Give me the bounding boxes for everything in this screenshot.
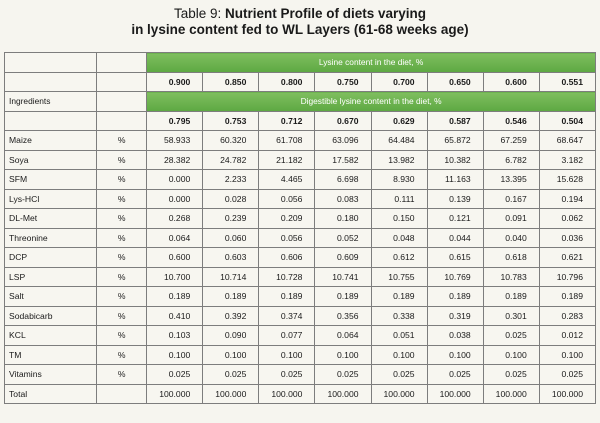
ingredient-name: Vitamins <box>5 365 97 385</box>
ingredient-value: 0.103 <box>147 326 203 346</box>
ingredient-value: 0.090 <box>203 326 259 346</box>
ingredient-value: 100.000 <box>203 384 259 404</box>
ingredient-value: 0.621 <box>539 248 595 268</box>
ingredient-value: 10.728 <box>259 267 315 287</box>
table-row <box>5 209 596 229</box>
ingredient-value: 0.301 <box>483 306 539 326</box>
lysine-content-value-0: 0.900 <box>147 72 203 92</box>
ingredient-value: 100.000 <box>259 384 315 404</box>
lysine-content-value-2: 0.800 <box>259 72 315 92</box>
ingredient-value: 0.189 <box>203 287 259 307</box>
ingredient-value: 100.000 <box>147 384 203 404</box>
ingredient-value: 0.051 <box>371 326 427 346</box>
ingredient-value: 0.189 <box>315 287 371 307</box>
ingredient-value: 10.714 <box>203 267 259 287</box>
ingredient-value: 0.283 <box>539 306 595 326</box>
ingredient-value: 0.121 <box>427 209 483 229</box>
ingredient-name: Maize <box>5 131 97 151</box>
ingredient-value: 0.025 <box>483 365 539 385</box>
digestible-lysine-value-7: 0.504 <box>539 111 595 131</box>
ingredient-value: 0.056 <box>259 228 315 248</box>
ingredient-value: 3.182 <box>539 150 595 170</box>
empty-cell <box>5 72 97 92</box>
ingredient-value: 0.111 <box>371 189 427 209</box>
ingredient-name: SFM <box>5 170 97 190</box>
lysine-content-value-3: 0.750 <box>315 72 371 92</box>
ingredient-value: 0.410 <box>147 306 203 326</box>
ingredient-unit: % <box>97 170 147 190</box>
ingredient-value: 0.077 <box>259 326 315 346</box>
table-row <box>5 150 596 170</box>
ingredient-value: 0.600 <box>147 248 203 268</box>
ingredient-unit <box>97 384 147 404</box>
ingredient-value: 21.182 <box>259 150 315 170</box>
ingredient-name: TM <box>5 345 97 365</box>
lysine-content-value-6: 0.600 <box>483 72 539 92</box>
lysine-content-header-row <box>5 53 596 73</box>
ingredient-value: 100.000 <box>315 384 371 404</box>
ingredient-name: Soya <box>5 150 97 170</box>
table-row <box>5 345 596 365</box>
empty-cell <box>5 111 97 131</box>
digestible-lysine-header-row <box>5 92 596 112</box>
ingredient-value: 0.189 <box>259 287 315 307</box>
table-row <box>5 228 596 248</box>
ingredient-value: 0.180 <box>315 209 371 229</box>
ingredient-value: 13.395 <box>483 170 539 190</box>
ingredient-value: 10.755 <box>371 267 427 287</box>
ingredient-value: 67.259 <box>483 131 539 151</box>
table-row <box>5 131 596 151</box>
ingredient-value: 0.025 <box>203 365 259 385</box>
ingredient-value: 0.239 <box>203 209 259 229</box>
table-title-line1 <box>0 6 600 22</box>
ingredient-value: 0.000 <box>147 189 203 209</box>
ingredient-value: 100.000 <box>371 384 427 404</box>
ingredient-value: 10.700 <box>147 267 203 287</box>
ingredient-value: 0.100 <box>259 345 315 365</box>
ingredient-name: DL-Met <box>5 209 97 229</box>
table-title-line2: in lysine content fed to WL Layers (61-68 weeks age) <box>131 22 469 37</box>
lysine-content-header: Lysine content in the diet, % <box>147 53 596 73</box>
ingredient-value: 0.606 <box>259 248 315 268</box>
ingredient-value: 64.484 <box>371 131 427 151</box>
ingredient-value: 0.028 <box>203 189 259 209</box>
ingredient-value: 10.382 <box>427 150 483 170</box>
ingredient-unit: % <box>97 248 147 268</box>
ingredient-value: 65.872 <box>427 131 483 151</box>
ingredient-value: 0.025 <box>483 326 539 346</box>
ingredient-value: 0.100 <box>315 345 371 365</box>
ingredient-value: 11.163 <box>427 170 483 190</box>
ingredient-value: 0.100 <box>371 345 427 365</box>
ingredients-header: Ingredients <box>5 92 97 112</box>
digestible-lysine-value-5: 0.587 <box>427 111 483 131</box>
ingredient-unit: % <box>97 345 147 365</box>
ingredient-value: 0.618 <box>483 248 539 268</box>
ingredient-value: 6.782 <box>483 150 539 170</box>
ingredient-value: 0.012 <box>539 326 595 346</box>
ingredient-value: 0.612 <box>371 248 427 268</box>
digestible-lysine-value-4: 0.629 <box>371 111 427 131</box>
ingredient-value: 0.356 <box>315 306 371 326</box>
table-number: Table 9: <box>173 6 222 21</box>
table-row <box>5 267 596 287</box>
ingredient-unit: % <box>97 306 147 326</box>
ingredient-value: 0.150 <box>371 209 427 229</box>
table-title-text: Nutrient Profile of diets varying <box>225 6 427 21</box>
table-row <box>5 326 596 346</box>
ingredient-value: 0.044 <box>427 228 483 248</box>
empty-cell <box>5 53 97 73</box>
table-row <box>5 189 596 209</box>
ingredient-name: Sodabicarb <box>5 306 97 326</box>
ingredient-value: 0.025 <box>147 365 203 385</box>
lysine-content-value-7: 0.551 <box>539 72 595 92</box>
empty-cell <box>97 111 147 131</box>
digestible-lysine-header: Digestible lysine content in the diet, % <box>147 92 596 112</box>
ingredient-unit: % <box>97 189 147 209</box>
lysine-content-value-1: 0.850 <box>203 72 259 92</box>
ingredient-value: 0.040 <box>483 228 539 248</box>
ingredient-value: 15.628 <box>539 170 595 190</box>
empty-cell <box>97 72 147 92</box>
empty-cell <box>97 53 147 73</box>
ingredient-name: Lys-HCl <box>5 189 97 209</box>
ingredient-value: 0.000 <box>147 170 203 190</box>
empty-cell <box>97 92 147 112</box>
ingredient-value: 0.189 <box>539 287 595 307</box>
ingredient-value: 0.194 <box>539 189 595 209</box>
ingredient-value: 100.000 <box>483 384 539 404</box>
table-row <box>5 170 596 190</box>
ingredient-value: 0.048 <box>371 228 427 248</box>
ingredient-value: 17.582 <box>315 150 371 170</box>
ingredient-value: 0.025 <box>539 365 595 385</box>
table-row <box>5 306 596 326</box>
ingredient-value: 0.338 <box>371 306 427 326</box>
ingredient-name: DCP <box>5 248 97 268</box>
nutrient-table-wrapper <box>4 52 596 404</box>
ingredient-unit: % <box>97 326 147 346</box>
ingredient-unit: % <box>97 131 147 151</box>
ingredient-value: 0.038 <box>427 326 483 346</box>
lysine-content-value-5: 0.650 <box>427 72 483 92</box>
ingredient-value: 0.025 <box>259 365 315 385</box>
table-row <box>5 248 596 268</box>
ingredient-value: 10.796 <box>539 267 595 287</box>
ingredient-unit: % <box>97 287 147 307</box>
ingredient-value: 0.319 <box>427 306 483 326</box>
ingredient-value: 0.189 <box>147 287 203 307</box>
ingredient-name: Salt <box>5 287 97 307</box>
ingredient-value: 4.465 <box>259 170 315 190</box>
ingredient-value: 0.189 <box>483 287 539 307</box>
ingredient-name: KCL <box>5 326 97 346</box>
ingredient-value: 0.139 <box>427 189 483 209</box>
ingredient-value: 0.392 <box>203 306 259 326</box>
ingredient-value: 0.083 <box>315 189 371 209</box>
digestible-lysine-value-6: 0.546 <box>483 111 539 131</box>
ingredient-value: 2.233 <box>203 170 259 190</box>
ingredient-name: LSP <box>5 267 97 287</box>
ingredient-value: 0.100 <box>147 345 203 365</box>
ingredient-value: 100.000 <box>539 384 595 404</box>
ingredient-unit: % <box>97 267 147 287</box>
ingredient-value: 0.062 <box>539 209 595 229</box>
ingredient-value: 28.382 <box>147 150 203 170</box>
lysine-content-value-4: 0.700 <box>371 72 427 92</box>
ingredient-value: 0.100 <box>483 345 539 365</box>
ingredient-name: Threonine <box>5 228 97 248</box>
ingredient-value: 10.769 <box>427 267 483 287</box>
ingredient-value: 100.000 <box>427 384 483 404</box>
table-row <box>5 287 596 307</box>
ingredient-value: 6.698 <box>315 170 371 190</box>
ingredient-value: 0.100 <box>539 345 595 365</box>
ingredient-value: 0.100 <box>427 345 483 365</box>
ingredient-value: 68.647 <box>539 131 595 151</box>
table-row <box>5 384 596 404</box>
ingredient-value: 0.025 <box>315 365 371 385</box>
ingredient-unit: % <box>97 365 147 385</box>
ingredient-value: 0.052 <box>315 228 371 248</box>
ingredient-value: 0.374 <box>259 306 315 326</box>
ingredient-value: 63.096 <box>315 131 371 151</box>
ingredient-value: 0.209 <box>259 209 315 229</box>
ingredient-value: 24.782 <box>203 150 259 170</box>
ingredient-value: 0.025 <box>427 365 483 385</box>
ingredient-value: 0.189 <box>427 287 483 307</box>
ingredient-value: 61.708 <box>259 131 315 151</box>
nutrient-profile-table <box>4 52 596 404</box>
ingredient-value: 0.268 <box>147 209 203 229</box>
ingredient-value: 0.609 <box>315 248 371 268</box>
ingredient-value: 0.100 <box>203 345 259 365</box>
ingredient-value: 0.025 <box>371 365 427 385</box>
ingredient-unit: % <box>97 150 147 170</box>
digestible-lysine-value-3: 0.670 <box>315 111 371 131</box>
digestible-lysine-value-0: 0.795 <box>147 111 203 131</box>
digestible-lysine-value-2: 0.712 <box>259 111 315 131</box>
digestible-lysine-value-1: 0.753 <box>203 111 259 131</box>
ingredient-value: 0.036 <box>539 228 595 248</box>
ingredient-value: 0.064 <box>315 326 371 346</box>
ingredient-value: 10.783 <box>483 267 539 287</box>
ingredient-value: 0.060 <box>203 228 259 248</box>
lysine-content-values-row <box>5 72 596 92</box>
ingredient-value: 58.933 <box>147 131 203 151</box>
table-title <box>0 0 600 37</box>
ingredient-value: 13.982 <box>371 150 427 170</box>
ingredient-value: 0.189 <box>371 287 427 307</box>
ingredient-value: 0.064 <box>147 228 203 248</box>
ingredient-name: Total <box>5 384 97 404</box>
ingredient-unit: % <box>97 228 147 248</box>
ingredient-value: 0.615 <box>427 248 483 268</box>
ingredient-value: 8.930 <box>371 170 427 190</box>
ingredient-value: 0.603 <box>203 248 259 268</box>
ingredient-value: 0.056 <box>259 189 315 209</box>
ingredient-value: 10.741 <box>315 267 371 287</box>
ingredient-value: 60.320 <box>203 131 259 151</box>
digestible-lysine-values-row <box>5 111 596 131</box>
table-row <box>5 365 596 385</box>
ingredient-unit: % <box>97 209 147 229</box>
ingredient-value: 0.167 <box>483 189 539 209</box>
ingredient-value: 0.091 <box>483 209 539 229</box>
